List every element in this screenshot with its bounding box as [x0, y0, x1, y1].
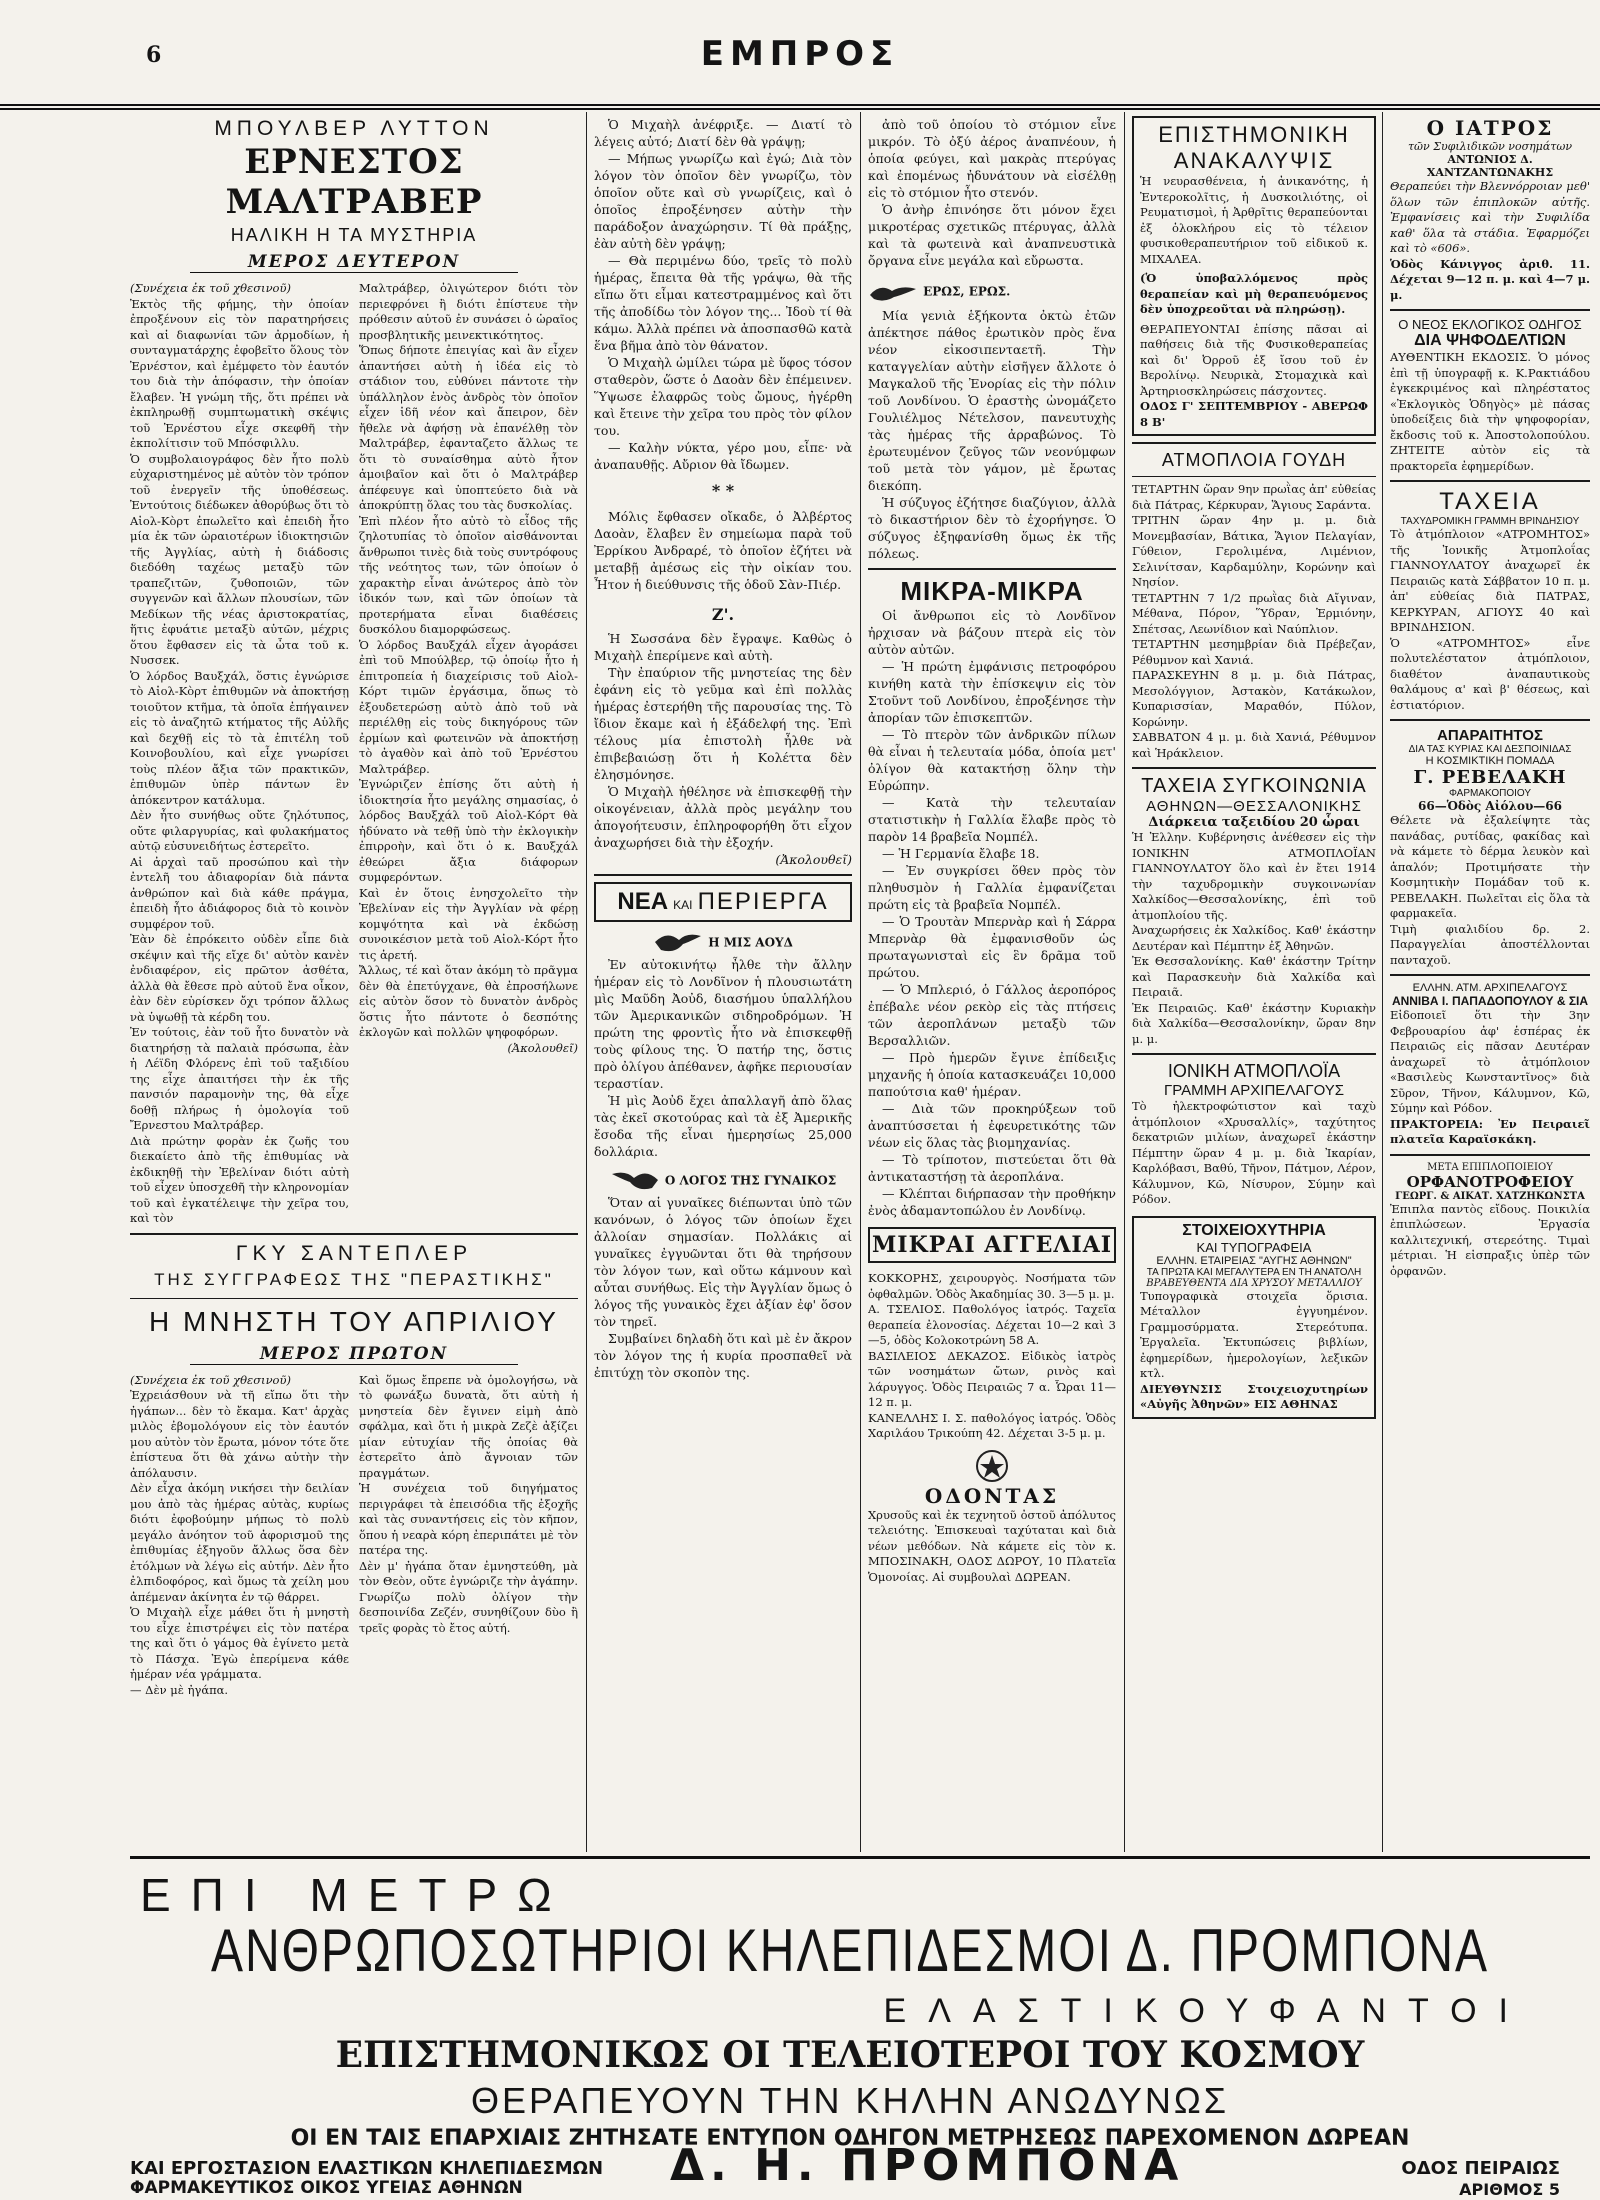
divider [868, 568, 1116, 570]
divider [1390, 719, 1590, 721]
schedule-item: ΤΕΤΑΡΤΗΝ 7 1/2 πρωῒας διὰ Αἴγιναν, Μέθανα, Πόρον, Ὕδραν, Ἑρμιόνην, Σπέτσας, Λεωνίδιον καὶ Ναύπλιον. [1132, 590, 1376, 636]
doctor-title: Ο ΙΑΤΡΟΣ [1426, 116, 1554, 140]
schedule-item: ΠΑΡΑΣΚΕΥΗΝ 8 μ. μ. διὰ Πάτρας, Μεσολόγγιον, Ἀστακὸν, Κατάκωλον, Κυπαρισσίαν, Μαραθόν, Πύλον, Κορώνην. [1132, 668, 1376, 729]
tax-duration: Διάρκεια ταξειδίου 20 ὧραι [1148, 815, 1360, 830]
paragraph: Οἱ ἄνθρωποι εἰς τὸ Λονδῖνον ἠρχισαν νὰ βάζουν πτερὰ εἰς τὸν αὐτὸν αὐτῶν. [868, 608, 1116, 657]
list-item: — Ἡ πρώτη ἐμφάνισις πετροφόρου κινήθη κατὰ τὴν ἐπίσκεψιν εἰς τὸν Στοῦντ τοῦ Λονδίνου, ἐπροξένησε τὴν ἀπορίαν τῶν ἐπισκεπτῶν. [868, 659, 1116, 725]
schedule-item: Ἐκ Πειραιῶς. Καθ' ἑκάστην Κυριακὴν διὰ Χαλκίδα—Θεσσαλονίκην, ὥραν 8ην μ. μ. [1132, 1000, 1376, 1046]
list-item: — Ἐν συγκρίσει ὅθεν πρὸς τὸν πληθυσμὸν ἡ Γαλλία ἐμφανίζεται πρώτη εἰς τὰ βραβεῖα Νομπέλ. [868, 863, 1116, 912]
ad-brand-name: Δ. Η. ΠΡΟΜΠΟΝΑ [670, 2140, 1185, 2191]
column-divider [586, 112, 587, 1852]
paragraph: Θέλετε νὰ ἐξαλείψητε τὰς πανάδας, ρυτίδας, φακίδας καὶ νὰ κάμετε τὸ δέρμα λευκὸν καὶ ἁπαλόν; Προτιμήσατε τὴν Κοσμητικὴν Πομάδαν τοῦ κ. ΡΕΒΕΛΑΚΗ. Πωλεῖται εἰς ὅλα τὰ φαρμακεῖα. [1390, 813, 1590, 920]
ad-line-7a: ΚΑΙ ΕΡΓΟΣΤΑΣΙΟΝ ΕΛΑΣΤΙΚΩΝ ΚΗΛΕΠΙΔΕΣΜΩΝ [130, 2158, 604, 2179]
column-divider [1382, 112, 1383, 1852]
paragraph: Θεραπεύει τὴν Βλεννόρροιαν μεθ' ὅλων τῶν ἐπιπλοκῶν αὐτῆς. Ἐμφανίσεις καὶ τὴν Συφιλίδα καθ' ὅλα τὰ στάδια. Ἐφαρμόζει καὶ τὸ «606». [1390, 179, 1590, 255]
news-title-word: ΝΕΑ [617, 888, 669, 915]
orph-subtitle: ΟΡΦΑΝΟΤΡΟΦΕΙΟΥ [1406, 1172, 1574, 1191]
paragraph: Καὶ ἐν ὅτοις ἐνησχολεῖτο τὴν Ἐβελίναν εἰς τὴν Ἀγγλίαν νὰ φέρῃ κομψότητα καὶ νὰ ἐκδώσῃ συνοικέσιον μετὰ τοῦ Αἰολ-Κόρτ ἦτο τις ἀρετή. [359, 885, 578, 962]
bird-icon [610, 1166, 660, 1194]
news1-headline: Η ΜΙΣ ΑΟΥΔ [708, 935, 793, 950]
paragraph: Τὸ ἀτμόπλοιον «ΑΤΡΟΜΗΤΟΣ» τῆς Ἰονικῆς Ἀτμοπλοΐας ΓΙΑΝΝΟΥΛΑΤΟΥ ἀναχωρεῖ ἐκ Πειραιῶς κατὰ Σάββατον 10 π. μ. ἀπ' εὐθείας διὰ ΠΑΤΡΑΣ, ΚΕΡΚΥΡΑΝ, ΑΓΙΟΥΣ 40 καὶ ΒΡΙΝΔΗΣΙΟΝ. [1390, 527, 1590, 634]
paragraph: Ὁ Μιχαὴλ ὡμίλει τώρα μὲ ὕφος τόσον σταθερὸν, ὥστε ὁ Δαοὰν δὲν ἐπέμεινεν. Ὕψωσε ἐλαφρῶς τοὺς ὤμους, ἠγέρθη καὶ ἔτεινε τὴν χεῖρα του πρὸς τὸν φίλον του. [594, 355, 852, 438]
paragraph: Ὅπως δήποτε ἐπειγίας καὶ ἂν εἶχεν ἀπαντήσει αὐτὴ ἡ ἰδέα εἰς τὸ στάδιον του, εὐθύνει πάντοτε τὴν ὑπάλληλον ἐνὸς ἀνδρὸς τὸν ὁποῖον εἶχεν ἰδῆ νέον καὶ ἄπειρον, δὲν ἤθελε νὰ ἀφήσῃ νὰ ἐπανέλθῃ τὸν Μαλτράβερ, ἐφανταζετο ἄλλως τε ὅτι τὸ συναίσθημα αὐτὸ ἦτον ἀμοιβαῖον καὶ ὅτι ὁ Μαλτράβερ ἀπέφευγε καὶ ὑποπτεύετο διὰ νὰ ἀποκρύπτῃ ὅλας του τὰς δυσκολίας. [359, 343, 578, 512]
paragraph: Ἡ νευρασθένεια, ἡ ἀνικανότης, ἡ Ἐντεροκολῖτις, ἡ Δυσκοιλιότης, οἱ Ρευματισμοὶ, ἡ Ἀρθρῖτις θεραπεύονται ἐξ ὁλοκλήρου εἰς τὸ τέλειον φυσικοθεραπευτήριον τοῦ εἰδικοῦ κ. ΜΙΧΑΛΕΑ. [1140, 174, 1368, 266]
doctor-name: ΑΝΤΩΝΙΟΣ Δ. ΧΑΝΤΖΑΝΤΩΝΑΚΗΣ [1426, 153, 1554, 179]
paragraph: Ὁ λόρδος Βαυξχάλ, ὅστις ἐγνώρισε τὸ Αἰολ-Κὸρτ ἐπιθυμῶν νὰ ἀποκτήσῃ τοιοῦτον κτῆμα, τὰ ὁποῖα ἐπήγαινεν εἰς τὸ ἀναζητῶ κτήματος τῆς Αὐλῆς καὶ δεχθῇ εἰς τὸ τὰ ἐπιτέλη τοῦ Κοινοβουλίου, καὶ εἶχε γνωρίσει τοὺς πλέον ἄξια τῶν πρακτικῶν, ἐπιθυμῶν ὑπὲρ πάντων ἓν ἀπόκεντρον κατάλυμα. [130, 668, 349, 807]
column-1 [130, 116, 578, 1856]
arch-subtitle: ΑΝΝΙΒΑ Ι. ΠΑΠΑΔΟΠΟΥΛΟΥ & ΣΙΑ [1391, 994, 1589, 1008]
tax-route: ΑΘΗΝΩΝ—ΘΕΣΣΑΛΟΝΙΚΗΣ [1146, 798, 1362, 815]
list-item: — Ἡ Γερμανία ἔλαβε 18. [882, 846, 1040, 861]
paragraph: Ὁ «ΑΤΡΟΜΗΤΟΣ» εἶνε πολυτελέστατον ἀτμόπλοιον, διαθέτον ἀναπαυτικοὺς θαλάμους α' καὶ β' θέσεως, καὶ ἑστιατόριον. [1390, 635, 1590, 712]
column-3 [868, 116, 1116, 1856]
paragraph: — Θὰ περιμένω δύο, τρεῖς τὸ πολὺ ἡμέρας, ἔπειτα θὰ τῆς γράψω, θὰ τῆς εἴπω ὅτι εἶμαι κατεστραμμένος καὶ ὅτι τῆς ἀποδίδω τὸν λόγον της... Ἰδοὺ τί θὰ κάμω. Ἀλλὰ πρέπει νὰ ἀποσπασθῶ κατὰ ἕνα βῆμα ἀπὸ τὸν θάνατον. [594, 253, 852, 353]
story2-author: ΓΚΥ ΣΑΝΤΕΠΛΕΡ [235, 1241, 473, 1265]
orph-title: ΜΕΤΑ ΕΠΙΠΛΟΠΟΙΕΙΟΥ [1427, 1161, 1553, 1173]
arch-title: ΕΛΛΗΝ. ΑΤΜ. ΑΡΧΙΠΕΛΑΓΟΥΣ [1412, 982, 1568, 994]
print-tagline: ΤΑ ΠΡΩΤΑ ΚΑΙ ΜΕΓΑΛΥΤΕΡΑ ΕΝ ΤΗ ΑΝΑΤΟΛΗ [1146, 1266, 1362, 1278]
serial-subtitle: ΗΑΛΙΚΗ Η ΤΑ ΜΥΣΤΗΡΙΑ [230, 225, 478, 245]
schedule-item: ΤΕΤΑΡΤΗΝ μεσημβρίαν διὰ Πρέβεζαν, Ρέθυμνον καὶ Χανιά. [1132, 637, 1376, 667]
classified-ad: ΒΑΣΙΛΕΙΟΣ ΔΕΚΑΖΟΣ. Εἰδικὸς ἰατρὸς τῶν νοσημάτων ὤτων, ρινὸς καὶ λάρυγγος. Ὁδὸς Πειραιῶς 7 α. Ὧραι 11—12 π. μ. [868, 1348, 1116, 1409]
paragraph: Διὰ πρώτην φορὰν ἐκ ζωῆς του διεκαίετο ἀπὸ τῆς ἐπιθυμίας νὰ ἐκδικηθῇ τὴν Ἐβελίναν διότι αὐτὴ τοῦ εἶχεν ὑποσχεθῆ τὴν κληρονομίαν τοῦ καὶ ἐγκατέλειψε τὴν χεῖρα του, καὶ τὸν [130, 1133, 349, 1225]
odontas-title: ΟΔΟΝΤΑΣ [924, 1483, 1060, 1508]
tax-title: ΤΑΧΕΙΑ ΣΥΓΚΟΙΝΩΝΙΑ [1141, 775, 1367, 797]
list-item: — Διὰ τῶν προκηρύξεων τοῦ ἀναπτύσσεται ἡ ἐφευρετικότης τῶν νέων εἰς ὅλας τὰς βιομηχανίας. [868, 1101, 1116, 1150]
paragraph: Μαλτράβερ, ὀλιγώτερον διότι τὸν περιεφρόνει ἢ διότι ἐπίστευε τὴν πρόθεσιν αὐτοῦ ἐν συνάσει ὁ ὡραῖος προσβλητικῆς μεινεκτικότητος. [359, 281, 578, 342]
page-number: 6 [146, 42, 162, 68]
news-item-head [868, 277, 1116, 305]
paragraph: — Δὲν μὲ ἠγάπα. [130, 1682, 229, 1697]
classified-ad: ΚΟΚΚΟΡΗΣ, χειρουργὸς. Νοσήματα τῶν ὀφθαλμῶν. Ὁδὸς Ἀκαδημίας 30. 3—5 μ. μ. [868, 1271, 1116, 1301]
paragraph: Ὅταν αἱ γυναῖκες διέπωνται ὑπὸ τῶν κανόνων, ὁ λόγος τῶν ὁποίων ἔχει ἀλλοίαν σημασίαν. Πολλάκις αἱ γυναῖκες ἐγγυῶνται ὅτι θὰ τηρήσουν τὸν λόγον των, καὶ οὕτω κάμνουν καὶ αὗται συνήθως. Εἰς τὴν Ἀγγλίαν ὅμως ὁ λόγος τῆς γυναικὸς ἔχει ἀξίαν ἐφ' ὅσον τὸν τηρεῖ. [594, 1195, 852, 1329]
divider [1132, 1053, 1376, 1055]
tax-schedule [1132, 923, 1376, 1047]
paragraph: Ἐκτὸς τῆς φήμης, τὴν ὁποίαν ἐπροξένουν εἰς τὸν παρατηρήσεις καὶ αἱ διαφωνίαι τῶν ἀρμοδίων, ἡ συνταγματάρχης ἐφοβεῖτο ὅλους τὸν Ἐρνέστον, καὶ ἐμέμφετο τὸν ἑαυτόν του διὰ τὴν ἀπόφασιν, τὴν ὁποίαν ἔλαβεν. Ἡ γνώμη τῆς, ὅτι πρέπει νὰ ἐκπληρωθῇ συμπτωματικὴ σκέψις τοῦ Ἐρνέστου εἶχε σκεφθῆ τὴν ἐκπολίτισιν τοῦ Μπόσφιλλυ. [130, 296, 349, 450]
news2-headline: Ο ΛΟΓΟΣ ΤΗΣ ΓΥΝΑΙΚΟΣ [664, 1173, 837, 1188]
classified-ad: ΚΑΝΕΛΛΗΣ Ι. Σ. παθολόγος ἰατρός. Ὁδὸς Χαριλάου Τρικούπη 42. Δέχεται 3-5 μ. μ. [868, 1410, 1116, 1440]
list-item: — Τὸ τρίποτον, πιστεύεται ὅτι θὰ ἀντικαταστήσῃ τὰ ἀεροπλάνα. [868, 1152, 1116, 1184]
pomade-address: 66—Ὁδὸς Αἰόλου—66 [1418, 799, 1562, 813]
ad-address-number: ΑΡΙΘΜΟΣ 5 [1459, 2180, 1560, 2199]
crest-icon [974, 1448, 1010, 1484]
paragraph: Μόλις ἔφθασεν οἴκαδε, ὁ Ἀλβέρτος Δαοὰν, ἔλαβεν ἓν σημείωμα παρὰ τοῦ Ἐρρίκου Ἀνδραρέ, τὸ ὁποῖον ἐζήτει νὰ μεταβῇ ἀμέσως εἰς τὴν οἰκίαν του. Ἦτον ἡ διεύθυνσις τῆς ὁδοῦ Σὰν-Πιέρ. [594, 509, 852, 592]
ionian-title: ΙΟΝΙΚΗ ΑΤΜΟΠΛΟΪΑ [1167, 1061, 1341, 1081]
print-subtitle: ΚΑΙ ΤΥΠΟΓΡΑΦΕΙΑ [1196, 1239, 1312, 1255]
paragraph: Δὲν μ' ἠγάπα ὅταν ἐμνηστεύθη, μὰ τὸν Θεὸν, οὔτε ἐγνώριζε τὴν ἀγάπην. Γνωρίζω πολὺ ὀλίγον τὴν δεσποινίδα Ζεζέν, συνηθίζουν δὺο ἢ τρεῖς φορὰς τὸ ἔτος αὐτή. [359, 1558, 578, 1635]
brind-title: ΤΑΧΕΙΑ [1439, 488, 1541, 515]
continues-note: (Ἀκολουθεῖ) [775, 852, 852, 867]
paragraph: Τιμὴ φιαλιδίου δρ. 2. Παραγγελίαι ἀποστέλλονται πανταχοῦ. [1390, 921, 1590, 967]
small-ads-title: ΜΙΚΡΑΙ ΑΓΓΕΛΙΑΙ [868, 1227, 1116, 1263]
story2-title: Η ΜΝΗΣΤΗ ΤΟΥ ΑΠΡΙΛΙΟΥ [149, 1305, 559, 1337]
ad-line-4: ΕΠΙΣΤΗΜΟΝΙΚΩΣ ΟΙ ΤΕΛΕΙΟΤΕΡΟΙ ΤΟΥ ΚΟΣΜΟΥ [335, 2034, 1365, 2076]
mikra-list [868, 658, 1116, 1219]
small-ads-list [868, 1271, 1116, 1442]
news-item-head [594, 1166, 852, 1194]
schedule-item: Ἀναχωρήσεις ἐκ Χαλκίδος. Καθ' ἑκάστην Δευτέραν καὶ Πέμπτην ἐξ Ἀθηνῶν. [1132, 923, 1376, 953]
pomade-subtitle-2: Η ΚΟΣΜΙΚΤΙΚΗ ΠΟΜΑΔΑ [1425, 755, 1555, 767]
story2-tagline: ΤΗΣ ΣΥΓΓΡΑΦΕΩΣ ΤΗΣ "ΠΕΡΑΣΤΙΚΗΣ" [154, 1269, 554, 1289]
pomade-name: Γ. ΡΕΒΕΛΑΚΗ [1413, 767, 1567, 788]
list-item: — Κατὰ τὴν τελευταίαν στατιστικὴν ἡ Γαλλία ἔλαβε πρὸς τὸ παρὸν 14 βραβεῖα Νομπέλ. [868, 795, 1116, 844]
list-item: — Ὁ Τρουτὰν Μπερνὰρ καὶ ἡ Σάρρα Μπερνὰρ θὰ ἐμφανισθοῦν ὡς πρωταγωνισταὶ εἰς ἓν δρᾶμα τοῦ πρώτου. [868, 914, 1116, 980]
paragraph: ΑΥΘΕΝΤΙΚΗ ΕΚΔΟΣΙΣ. Ὁ μόνος ἐπὶ τῇ ὑπογραφῇ κ. Κ.Ρακτιάδου ἐγκεκριμένος καὶ πληρέστατος «Ἐκλογικὸς Ὁδηγὸς» μὲ πάσας ὑποδείξεις διὰ τὴν ψηφοφορίαν, ἔκδοσις τοῦ κ. Ἀποστολοπούλου. ΖΗΤΕΙΤΕ αὐτὸν εἰς τὰ πρακτορεῖα ἐφημερίδων. [1390, 350, 1590, 473]
serial-title: ΕΡΝΕΣΤΟΣ ΜΑΛΤΡΑΒΕΡ [225, 142, 483, 222]
pomade-subtitle-3: ΦΑΡΜΑΚΟΠΟΙΟΥ [1448, 788, 1532, 799]
ionian-subtitle: ΓΡΑΜΜΗ ΑΡΧΙΠΕΛΑΓΟΥΣ [1163, 1082, 1345, 1099]
print-company: ΕΛΛΗΝ. ΕΤΑΙΡΕΙΑΣ "ΑΥΓΗΣ ΑΘΗΝΩΝ" [1156, 1254, 1352, 1267]
divider [130, 1298, 578, 1299]
paragraph: — Μήπως γνωρίζω καὶ ἐγώ; Διὰ τὸν λόγον τὸν ὁποῖον δὲν γνωρίζω, τὸν ὁποῖον οὔτε καὶ σὺ γνωρίζεις, καὶ ὁ ὁποῖος ἐπροξένησεν αὐτὴν τὴν παράδοξον ἀναχώρησιν. Τί θὰ πράξῃς, ἐὰν αὐτὴ δὲν γράψῃ; [594, 151, 852, 251]
elect-title: Ο ΝΕΟΣ ΕΚΛΟΓΙΚΟΣ ΟΔΗΓΟΣ [1398, 317, 1582, 332]
continues-note: (Ἀκολουθεῖ) [507, 1040, 578, 1055]
paragraph: Τὸ ἠλεκτροφώτιστον καὶ ταχὺ ἀτμόπλοιον «Χρυσαλλίς», ταχύτητος δεκατριῶν μιλίων, ἀναχωρεῖ ἐκάστην Πέμπτην ὥραν 4 μ. μ. διὰ Ἰκαρίαν, Καρλόβασι, Βαθύ, Τῆνον, Πάτμον, Λέρον, Κάλυμνον, Κῶ, Νίσυρον, Σύμην καὶ Ρόδον. [1132, 1099, 1376, 1206]
odontas-block [868, 1448, 1116, 1508]
ad-line-5: ΘΕΡΑΠΕΥΟΥΝ ΤΗΝ ΚΗΛΗΝ ΑΝΩΔΥΝΩΣ [470, 2080, 1230, 2121]
elect-subtitle: ΔΙΑ ΨΗΦΟΔΕΛΤΙΩΝ [1414, 332, 1566, 349]
paragraph: Ἡ μὶς Ἀοὐδ ἔχει ἀπαλλαγῆ ἀπὸ ὅλας τὰς ἐκεῖ σκοτούρας καὶ τὰ ἐξ Ἀμερικῆς ἔσοδα τῆς εἶναι ἡμερησίως 25,000 δολλάρια. [594, 1093, 852, 1159]
schedule-item: ΤΕΤΑΡΤΗΝ ὥραν 9ην πρωῒας ἀπ' εὐθείας διὰ Πάτρας, Κέρκυραν, Ἅγιους Σαράντα. [1132, 482, 1376, 512]
news-item-head [594, 928, 852, 956]
paragraph: Ὁ λόρδος Βαυξχάλ εἶχεν ἀγοράσει ἐπὶ τοῦ Μπούλβερ, τῷ ὁποίῳ ἦτο ἡ ἐπιτροπεία ἡ διαχείρισις τοῦ Αἰολ-Κόρτ τιμῶν ἐργάσιμα, ὅπως τὸ ἐξουδετερώσῃ αὐτὸ ἀπὸ τοῦ νὰ περιέλθῃ εἰς τοὺς δικηγόρους τῶν ἐρμίων καὶ φωτεινῶν νὰ ἀποκτήσῃ τὸ ἀγαθὸν καὶ ἀπὸ τοῦ Ἐρνέστου Μαλτράβερ. [359, 637, 578, 776]
paragraph: Ἐχρειάσθουν νὰ τῆ εἴπω ὅτι τὴν ἠγάπων... δὲν τὸ ἔκαμα. Κατ' ἀρχὰς μιλὸς ἐβομολόγουν εἰς τὸν ἑαυτόν μου αὐτὸν τὸν ἔρωτα, μόνον τότε ὅτε ἐπίστευα ὅτι θὰ χάνω αὐτὴν τὴν ἀπόλαυσιν. [130, 1388, 349, 1480]
brind-subtitle: ΤΑΧΥΔΡΟΜΙΚΗ ΓΡΑΜΜΗ ΒΡΙΝΔΗΣΙΟΥ [1400, 516, 1580, 527]
divider [594, 874, 852, 876]
paragraph: Τυπογραφικὰ στοιχεῖα ὅρισια. Μέταλλον ἐγγυημένον. Γραμμοσύρματα. Στερεότυπα. Ἐργαλεῖα. Ἐκτυπώσεις βιβλίων, ἐφημερίδων, ἡμερολογίων, λεξικῶν κτλ. [1140, 1288, 1368, 1380]
paragraph: (Ὁ ὑποβαλλόμενος πρὸς θεραπείαν καὶ μὴ θεραπευόμενος δὲν ὑποχρεοῦται νὰ πληρώσῃ). [1140, 271, 1368, 316]
ad-box-printing [1132, 1216, 1376, 1419]
divider [1132, 476, 1376, 477]
paragraph: Ἐπὶ πλέον ἦτο αὐτὸ τὸ εἶδος τῆς ζηλοτυπίας τὸ ὁποῖον αἰσθάνονται ἄνθρωποι τινὲς διὰ τοὺς συντρόφους τῆς νεότητος των, τῶν ὁποίων ὁ χαρακτὴρ εἶναι ἀνώτερος ἀπὸ τὸν ἰδικόν των, καὶ τῶν ὁποίων τὰ προτερήματα εἶναι διαθέσεις δυσκόλου διαμορφώσεως. [359, 513, 578, 636]
story2-body [130, 1373, 578, 1699]
divider [130, 1233, 578, 1235]
news3-headline: ΕΡΩΣ, ΕΡΩΣ. [923, 284, 1011, 299]
print-title: ΣΤΟΙΧΕΙΟΧΥΤΗΡΙΑ [1182, 1221, 1326, 1239]
story2-part: ΜΕΡΟΣ ΠΡΩΤΟΝ [190, 1344, 518, 1365]
continued-note: (Συνέχεια ἐκ τοῦ χθεσινοῦ) [130, 1372, 291, 1387]
news-title-word: ΠΕΡΙΕΡΓΑ [697, 888, 829, 915]
doctor-subtitle: τῶν Συφιλιδικῶν νοσημάτων [1407, 140, 1573, 153]
column-divider [860, 112, 861, 1852]
column-2 [594, 116, 852, 1856]
schedule-item: ΤΡΙΤΗΝ ὥραν 4ην μ. μ. διὰ Μονεμβασίαν, Βάτικα, Ἅγιον Πελαγίαν, Γύθειον, Γερολιμένα, Λιμένιον, Σελινίτσαν, Καρδαμύλην, Κορώνην καὶ Νησίον. [1132, 513, 1376, 589]
divider [1132, 767, 1376, 769]
address: ΔΙΕΥΘΥΝΣΙΣ Στοιχειοχυτηρίων «Αὐγῆς Ἀθηνῶν» ΕΙΣ ΑΘΗΝΑΣ [1140, 1381, 1368, 1411]
paragraph: Δὲν ἦτο συνήθως οὔτε ζηλότυπος, οὔτε φιλαργυρίας, καὶ φυλακήματος αὐτῷ εὐσυνειδήτως ἐστερεῖτο. [130, 808, 349, 853]
paragraph: Αἱ ἀρχαὶ ταῦ προσώπου καὶ τὴν ἐντελῆ του ἀδιαφορίαν διὰ πάντα ἀνθρώπον καὶ διὰ κάθε πράγμα, ἐπειδὴ ἦτο ἀδιάφορος διὰ τὸ κοινὸν συμφέρον τοῦ. [130, 854, 349, 931]
news-title-word: ΚΑΙ [673, 898, 693, 912]
paragraph: Μία γενιὰ ἑξήκοντα ὀκτὼ ἐτῶν ἀπέκτησε πάθος ἐρωτικὸν πρὸς ἕνα νέον εἰκοσιπενταετῆ. Τὴν καταγγελίαν αὐτὴν εἰσῆγεν ἄλλοτε ὁ Μαγκαλοῦ τῆς Ἐνορίας εἰς τὴν πόλιν τοῦ Λονδίνου. Ὁ ἐραστὴς ὠνομάζετο Γουλιέλμος Νέτελσον, πανευτυχὴς τὰς ἡμέρας τῆς ἀρραβώνος. Τὸ ἐρωτευμένον ζεῦγος τῶν νεονύμφων τοῦ μετὰ τὸν γάμον, μὲ ἔρωτας διεκόπη. [868, 308, 1116, 493]
paragraph: Ἡ Ἑλλην. Κυβέρνησις ἀνέθεσεν εἰς τὴν ΙΟΝΙΚΗΝ ΑΤΜΟΠΛΟΪΑΝ ΓΙΑΝΝΟΥΛΑΤΟΥ ὅλο καὶ ἐν ἔτει 1914 τὴν ταχυδρομικὴν συγκοινωνίαν Χαλκίδος—Θεσσαλονίκης, ἐπὶ τοῦ ἀτμοπλοίου τῆς. [1132, 830, 1376, 922]
schedule-item: Ἐκ Θεσσαλονίκης. Καθ' ἑκάστην Τρίτην καὶ Παρασκευὴν διὰ Χαλκίδα καὶ Πειραιᾶ. [1132, 954, 1376, 999]
ad-line-7b: ΦΑΡΜΑΚΕΥΤΙΚΟΣ ΟΙΚΟΣ ΥΓΕΙΑΣ ΑΘΗΝΩΝ [130, 2178, 523, 2198]
list-item: — Ὁ Μπλεριό, ὁ Γάλλος ἀεροπόρος ἐπέβαλε νέον ρεκὸρ εἰς τὰς πτήσεις τῶν ἀεροπλάνων μεταξὺ τῶν Βερσαλλιῶν. [868, 982, 1116, 1048]
divider [1390, 480, 1590, 482]
news-section-title [594, 882, 852, 922]
ad-title: ΕΠΙΣΤΗΜΟΝΙΚΗ ΑΝΑΚΑΛΥΨΙΣ [1158, 122, 1350, 173]
list-item: — Πρὸ ἡμερῶν ἔγινε ἐπίδειξις μηχανῆς ἡ ὁποία κατασκευάζει 10,000 παπούτσια καθ' ἡμέραν. [868, 1050, 1116, 1099]
section-stars: * * [711, 481, 735, 500]
paragraph: Ὁ Μιχαὴλ ἠθέλησε νὰ ἐπισκεφθῇ τὴν οἰκογένειαν, ἀλλὰ πρὸς μεγάλην του ἀπογοήτευσιν, ἐπληροφορήθη ὅτι εἶχον ἀναχωρήσει διὰ τὴν ἐξοχήν. [594, 784, 852, 850]
bottom-advertisement [130, 1868, 1570, 2199]
pomade-subtitle: ΔΙΑ ΤΑΣ ΚΥΡΙΑΣ ΚΑΙ ΔΕΣΠΟΙΝΙΔΑΣ [1408, 744, 1572, 755]
paragraph: Συμβαίνει δηλαδὴ ὅτι καὶ μὲ ἐν ἄκρον τὸν λόγον της ἡ κυρία προσπαθεῖ νὰ ἐπιτύχῃ τὸν σκοπὸν της. [594, 1331, 852, 1380]
masthead [0, 0, 1600, 110]
paragraph: Ἐν τούτοις, ἐὰν τοῦ ἦτο δυνατὸν νὰ διατηρήσῃ τὰ παλαιὰ πρόσωπα, ἐὰν ἡ Λέϊδη Φλόρενς ἐπὶ τοῦ ταξιδίου της εἶχε ἀπαιτήσει τὴν ἐκ τῆς πανσιόν παραμονὴν της, θὰ εἶχε δοθῇ πλήρως ἡ ὁμολογία τοῦ Ἔρνεστου Μαλτράβερ. [130, 1025, 349, 1132]
divider [1390, 309, 1590, 311]
paragraph: Ἡ σύζυγος ἐζήτησε διαζύγιον, ἀλλὰ τὸ δικαστήριον δὲν τὸ ἐχορήγησε. Ὁ σύζυγος ἐξηφανίσθη ὅμως ἐκ τῆς πόλεως. [868, 495, 1116, 561]
ad-line-2: ΑΝΘΡΩΠΟΣΩΤΗΡΙΟΙ ΚΗΛΕΠΙΔΕΣΜΟΙ Δ. ΠΡΟΜΠΟΝΑ [210, 1918, 1490, 1985]
list-item: — Κλέπται διήρπασαν τὴν προθήκην ἐνὸς ἀδαμαντοπώλου ἐν Λονδίνῳ. [868, 1186, 1116, 1218]
newspaper-title: ΕΜΠΡΟΣ [700, 34, 900, 74]
serial-body [130, 281, 578, 1227]
ad-line-3: ΕΛΑΣΤΙΚΟΥΦΑΝΤΟΙ [883, 1992, 1530, 2030]
paragraph: — Καλὴν νύκτα, γέρο μου, εἶπε· νὰ ἀναπαυθῇς. Αὔριον θὰ ἴδωμεν. [594, 440, 852, 472]
schedule-item: ΣΑΒΒΑΤΟΝ 4 μ. μ. διὰ Χανιά, Ρέθυμνον καὶ Ἡράκλειον. [1132, 730, 1376, 760]
chapter-number: Ζ'. [711, 605, 735, 624]
paragraph: Εἰδοποιεῖ ὅτι τὴν 3ην Φεβρουαρίου ἀφ' ἑσπέρας ἐκ Πειραιῶς εἰς πᾶσαν Δευτέραν ἀναχωρεῖ τὸ ἀτμόπλοιον «Βασιλεὺς Κωνσταντῖνος» διὰ Σῦρον, Τῆνον, Κάλυμνον, Κῶ, Σύμην καὶ Ρόδον. [1390, 1008, 1590, 1115]
paragraph: Ὁ Μιχαὴλ εἶχε μάθει ὅτι ἡ μνηστὴ του εἶχε ἐπιστρέψει εἰς τὸν πατέρα της καὶ ὅτι ὁ γάμος θὰ ἐγίνετο μετὰ τὸ Πάσχα. Ἐγὼ ἐπερίμενα κάθε ἡμέραν νέα γράμματα. [130, 1605, 349, 1681]
ad-line-1: ΕΠΙ ΜΕΤΡΩ [140, 1869, 572, 1921]
paragraph: Καὶ ὅμως ἔπρεπε νὰ ὁμολογήσω, νὰ τὸ φωνάξω δυνατὰ, ὅτι αὐτὴ ἡ μνηστεία δὲν ἔγινεν εἰμὴ ἀπὸ σφάλμα, καὶ ὅτι ἡ μικρὰ Ζεζὲ ἀξίζει μίαν εὐτυχίαν τῆς ὁποίας θὰ ἐστερεῖτο ἀπὸ ἄγνοιαν τῶν πραγμάτων. [359, 1372, 578, 1480]
bird-icon [653, 928, 703, 956]
paragraph: ἀπὸ τοῦ ὁποίου τὸ στόμιον εἶνε μικρόν. Τὸ ὀξύ ἀέρος ἀναπνέουν, ἡ ὁποία φεύγει, καὶ μακρὰς πτερύγας καὶ ἐπομένως ἠδυνάτουν νὰ εἰσέλθῃ εἰς τὸ στόμιον ἦτο στενόν. [868, 117, 1116, 200]
paragraph: Χρυσοῦς καὶ ἐκ τεχνητοῦ ὀστοῦ ἀπόλυτος τελειότης. Ἐπισκευαὶ ταχύταται καὶ διὰ νέων μεθόδων. Νὰ κάμετε εἰς τὸν κ. ΜΠΟΣΙΝΑΚΗ, ΟΔΟΣ ΔΩΡΟΥ, 10 Πλατεῖα Ὁμονοίας. Αἱ συμβουλαὶ ΔΩΡΕΑΝ. [868, 1507, 1116, 1584]
divider [1390, 1154, 1590, 1156]
paragraph: Ἄλλως, τέ καὶ ὅταν ἀκόμη τὸ πρᾶγμα δὲν θὰ ἐπετύγχανε, θὰ ἐπροσήλωνε εἰς αὐτὸν ὅσον τὸ δυνατὸν ἀνδρὸς ὅστις ἦτο πάντοτε ὁ δεσπότης ἐκλογῶν καὶ πολλῶν ψηφοφόρων. [359, 963, 578, 1039]
print-award: ΒΡΑΒΕΥΘΕΝΤΑ ΔΙΑ ΧΡΥΣΟΥ ΜΕΤΑΛΛΙΟΥ [1146, 1277, 1362, 1289]
paragraph: Ἐὰν δὲ ἐπρόκειτο οὐδὲν εἶπε διὰ σκέψιν καὶ τῆς εἴχε δι' αὐτὸν κανὲν ἐνδιαφέρον, εἰς πρῶτον ἀσθέτα, ἀλλὰ θὰ ἔθεσε πρὸ αὐτοῦ ἔνα οἶκον, ἐὰν δὲν εὑρίσκεν ὄχι τρόπον ἄλλως νὰ ὑψωθῇ τὰ κέρδη του. [130, 932, 349, 1024]
divider [130, 1856, 1590, 1859]
mikra-title: ΜΙΚΡΑ-ΜΙΚΡΑ [900, 576, 1084, 606]
list-item: — Τὸ πτερὸν τῶν ἀνδρικῶν πίλων θὰ εἶναι ἡ τελευταία μόδα, ὁποία μετ' ὀλίγον θὰ κατακτήσῃ ὅλην τὴν Εὐρώπην. [868, 727, 1116, 793]
story2-subcol-right [359, 1373, 578, 1699]
paragraph: Ἐγνώριζεν ἐπίσης ὅτι αὐτὴ ἡ ἰδιοκτησία ἦτο μεγάλης σημασίας, ὁ λόρδος Βαυξχάλ τοῦ Αἰολ-Κόρτ θὰ ἠδύνατο νὰ τεθῇ ὑπὸ τὴν ἐκλογικὴν ἐπιρροὴν, καὶ ὅτι ὁ κ. Βαυξχάλ ἐθεώρει ἄξια διάφορων συμφερόντων. [359, 777, 578, 884]
story2-subcol-left [130, 1373, 349, 1699]
bird-icon [868, 277, 918, 305]
column-5 [1390, 116, 1590, 1856]
divider [1132, 442, 1376, 444]
address: ΟΔΟΣ Γ' ΣΕΠΤΕΜΒΡΙΟΥ - ΑΒΕΡΩΦ 8 Β' [1140, 399, 1368, 429]
paragraph: Δὲν εἶχα ἀκόμη νικήσει τὴν δειλίαν μου ἀπὸ τὰς ἡμέρας αὐτὰς, κυρίως διότι ἐφοβούμην μήπως τὸ πολὺ μεγάλο ἀνόητον τοῦ ἀφορισμοῦ της ἐπιθυμίας ἐξηγοῦν ἄλλως ὅσα δὲν ἐτόλμων νὰ λέγω εἰς αὐτήν. Δὲν ἦτο ἐλπιδοφόρος, καὶ ὅμως τὰ χείλη μου ἀπέμεναν ἀκίνητα ἐν τῷ θάρρει. [130, 1481, 349, 1604]
orph-name: ΓΕΩΡΓ. & ΑΙΚΑΤ. ΧΑΤΖΗΚΩΝΣΤΑ [1395, 1190, 1585, 1202]
goudi-title: ΑΤΜΟΠΛΟΙΑ ΓΟΥΔΗ [1161, 450, 1347, 470]
serial-author: ΜΠΟΥΛΒΕΡ ΛΥΤΤΟΝ [214, 117, 494, 140]
ad-line-6: ΟΙ ΕΝ ΤΑΙΣ ΕΠΑΡΧΙΑΙΣ ΖΗΤΗΣΑΤΕ ΕΝΤΥΠΟΝ ΟΔΗΓΟΝ ΜΕΤΡΗΣΕΩΣ ΠΑΡΕΧΟΜΕΝΟΝ ΔΩΡΕΑΝ [290, 2126, 1410, 2151]
ad-address-street: ΟΔΟΣ ΠΕΙΡΑΙΩΣ [1401, 2158, 1560, 2179]
divider [1390, 974, 1590, 976]
paragraph: Ἐπιπλα παντὸς εἴδους. Ποικιλία ἐπιπλώσεων. Ἐργασία καλλιτεχνική, στερεότης. Τιμαὶ μέτριαι. Ἡ εἰσπραξις ὑπὲρ τῶν ὀρφανῶν. [1390, 1201, 1590, 1278]
pomade-title: ΑΠΑΡΑΙΤΗΤΟΣ [1437, 727, 1543, 744]
paragraph: Ἐν αὐτοκινήτῳ ἦλθε τὴν ἄλλην ἡμέραν εἰς τὸ Λονδῖνον ἡ πλουσιωτάτη μὶς Μαῦδη Ἀοὐδ, διασήμου ὑπαλλήλου τῶν Ἀμερικανικῶν σιδηροδρόμων. Ἡ πρώτη της φροντὶς ἦτο νὰ ἐπισκεφθῇ τοὺς φίλους της. Ὁ πατήρ της, ὅστις πρὸ ὀλίγου ἀπέθανεν, ἀφῆκε περιουσίαν τεραστίαν. [594, 957, 852, 1091]
column-divider [1124, 112, 1125, 1852]
address: Ὁδὸς Κάνιγγος ἀριθ. 11. Δέχεται 9—12 π. μ. καὶ 4—7 μ. μ. [1390, 256, 1590, 302]
serial-subcol-right [359, 281, 578, 1227]
paragraph: Ἡ Σωσσάνα δὲν ἔγραψε. Καθὼς ὁ Μιχαὴλ ἐπερίμενε καὶ αὐτὴ. [594, 631, 852, 663]
paragraph: ΘΕΡΑΠΕΥΟΝΤΑΙ ἐπίσης πᾶσαι αἱ παθήσεις διὰ τῆς Φυσικοθεραπείας καὶ δι' Ὀρροῦ ἐξ ἴσου τοῦ ἐν Βερολίνῳ. Νευρικὰ, Στομαχικὰ καὶ Ἀρτηριοσκληρώσεις πάσχοντες. [1140, 321, 1368, 398]
paragraph: Ὁ συμβολαιογράφος δὲν ἦτο πολὺ εὐχαριστημένος μὲ αὐτὸν τὸν τρόπον τοῦ ἐνεργεῖν τῆς ὑποθέσεως. Ἐντούτοις διέδωκεν ἀθορύβως ὅτι τὸ Αἰολ-Κὸρτ ἐπωλεῖτο καὶ ἐπειδὴ ἦτο μία ἐκ τῶν ὡραιοτέρων ἰδιοκτησιῶν τῆς Ἀγγλίας, αὐτὴ ἡ διάδοσις διεδόθη ταχέως μεταξὺ τῶν τραπεζιτῶν, ζυθοποιῶν, τῶν συγγενῶν καὶ ἄλλων πλουσίων, τῶν Μεδίκων τῆς νέας ἀριστοκρατίας, ἥτις ἐφυάτιε μεταξὺ αὐτῶν, μέχρις ὅτου ἔφθασεν εἰς τὰ ὦτα τοῦ κ. Νυσσεκ. [130, 451, 349, 667]
paragraph: Τὴν ἐπαύριον τῆς μνηστείας της δὲν ἐφάνη εἰς τὸ γεῦμα καὶ ἐπὶ πολλὰς ἡμέρας ἐστερήθη τῆς παρουσίας της. Τὸ ἴδιον ἔκαμε καὶ ἡ ἐξάδελφή της. Ἐπὶ τέλους μία ἐπιστολὴ ἦλθε νὰ ἐπιβεβαιώσῃ ὅτι ἡ Κολέττα δὲν ἐλησμόνησε. [594, 665, 852, 782]
classified-ad: Α. ΤΣΕΛΙΟΣ. Παθολόγος ἰατρός. Ταχεῖα θεραπεία ἐλονοσίας. Δέχεται 10—2 καὶ 3—5, ὁδὸς Κολοκοτρώνη 58 Α. [868, 1302, 1116, 1347]
paragraph: Ὁ ἀνὴρ ἐπινόησε ὅτι μόνον ἔχει μικροτέρας σχετικῶς πτέρυγας, ἀλλὰ καὶ τὰ φωτεινὰ καὶ ἀναπνευστικὰ ὄργανα εἶνε μεγάλα καὶ εὔρωστα. [868, 202, 1116, 268]
serial-part: ΜΕΡΟΣ ΔΕΥΤΕΡΟΝ [190, 252, 518, 273]
paragraph: ΠΡΑΚΤΟΡΕΙΑ: Ἐν Πειραιεῖ πλατεῖα Καραϊσκάκη. [1390, 1116, 1590, 1146]
goudi-schedule [1132, 482, 1376, 761]
column-4 [1132, 116, 1376, 1856]
paragraph: Ἡ συνέχεια τοῦ διηγήματος περιγράφει τὰ ἐπεισόδια τῆς ἐξοχῆς καὶ τὰς συναντήσεις εἰς τὸν κῆπον, ὅπου ἡ νεαρὰ κόρη ἐπεριπάτει μὲ τὸν πατέρα της. [359, 1481, 578, 1557]
ad-box-science [1132, 116, 1376, 436]
continued-note: (Συνέχεια ἐκ τοῦ χθεσινοῦ) [130, 281, 291, 295]
serial-subcol-left [130, 281, 349, 1227]
paragraph: Ὁ Μιχαὴλ ἀνέφριξε. — Διατί τὸ λέγεις αὐτό; Διατί δὲν θὰ γράψῃ; [594, 117, 852, 149]
